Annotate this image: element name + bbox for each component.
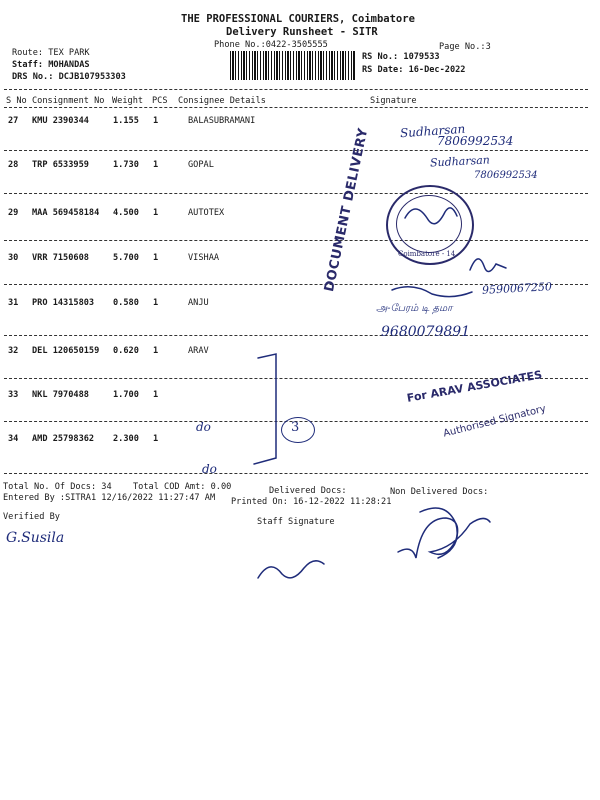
row-pcs: 1 — [153, 434, 159, 444]
row-weight: 0.620 — [113, 346, 139, 356]
delivered-docs: Delivered Docs: — [269, 486, 347, 496]
non-delivered-docs: Non Delivered Docs: — [390, 487, 489, 497]
row-sno: 28 — [8, 160, 19, 170]
row-sno: 27 — [8, 116, 19, 126]
row-consignment: NKL 7970488 — [32, 390, 89, 400]
row-sno: 31 — [8, 298, 19, 308]
signature-row27-phone: 7806992534 — [437, 134, 514, 148]
col-consignment: Consignment No — [32, 96, 105, 106]
signature-row28-phone: 7806992534 — [474, 170, 538, 181]
signature-row31-phone: 9590067250 — [481, 280, 553, 297]
row-consignee: GOPAL — [188, 160, 214, 170]
row-consignee: ANJU — [188, 298, 209, 308]
row-weight: 5.700 — [113, 253, 139, 263]
row31-scribble — [392, 287, 472, 297]
signature-row31-text: அ-பேரம் டி தமா — [376, 303, 453, 314]
col-weight: Weight — [112, 96, 144, 106]
runsheet-subtitle: Delivery Runsheet - SITR — [226, 26, 378, 38]
route: Route: TEX PARK — [12, 48, 90, 58]
total-cod: Total COD Amt: 0.00 — [133, 482, 232, 492]
row-consignment: AMD 25798362 — [32, 434, 95, 444]
row-consignment: TRP 6533959 — [32, 160, 89, 170]
round-stamp-text: Coimbatore - 14 — [398, 250, 456, 258]
row-consignee: ARAV — [188, 346, 209, 356]
row30-signature — [470, 259, 506, 272]
bracket-mark — [254, 354, 276, 464]
col-consignee: Consignee Details — [178, 96, 266, 106]
drs-number: DRS No.: DCJB107953303 — [12, 72, 126, 82]
col-sno: S No — [6, 96, 27, 106]
row-pcs: 1 — [153, 208, 159, 218]
row-pcs: 1 — [153, 160, 159, 170]
total-docs: Total No. Of Docs: 34 — [3, 482, 112, 492]
row-pcs: 1 — [153, 390, 159, 400]
row-weight: 1.730 — [113, 160, 139, 170]
ditto-mark-row33: do — [196, 420, 211, 434]
row-consignee: VISHAA — [188, 253, 220, 263]
row-pcs: 1 — [153, 298, 159, 308]
row-weight: 1.155 — [113, 116, 139, 126]
row-consignee: AUTOTEX — [188, 208, 225, 218]
row-sno: 29 — [8, 208, 19, 218]
row-consignment: MAA 569458184 — [32, 208, 100, 218]
row-pcs: 1 — [153, 253, 159, 263]
row-consignment: VRR 7150608 — [32, 253, 89, 263]
col-signature: Signature — [370, 96, 417, 106]
row29-scribble — [405, 208, 457, 224]
row-sno: 34 — [8, 434, 19, 444]
row-weight: 1.700 — [113, 390, 139, 400]
row-pcs: 1 — [153, 346, 159, 356]
row-consignee: BALASUBRAMANI — [188, 116, 256, 126]
row-sno: 32 — [8, 346, 19, 356]
col-pcs: PCS — [152, 96, 168, 106]
arav-stamp-signatory: Authorised Signatory — [442, 403, 548, 440]
entered-by: Entered By :SITRA1 12/16/2022 11:27:47 AM — [3, 493, 216, 503]
signature-row27-name: Sudharsan — [399, 121, 466, 141]
staff-signature-right — [398, 518, 490, 558]
row-weight: 4.500 — [113, 208, 139, 218]
company-title: THE PROFESSIONAL COURIERS, Coimbatore — [181, 13, 415, 25]
rs-date: RS Date: 16-Dec-2022 — [362, 65, 466, 75]
row-weight: 0.580 — [113, 298, 139, 308]
rs-number: RS No.: 1079533 — [362, 52, 440, 62]
signature-row32-phone: 9680079891 — [381, 324, 471, 340]
row-consignment: KMU 2390344 — [32, 116, 89, 126]
row-weight: 2.300 — [113, 434, 139, 444]
verified-by: Verified By — [3, 512, 60, 522]
staff: Staff: MOHANDAS — [12, 60, 90, 70]
row-pcs: 1 — [153, 116, 159, 126]
row-consignment: PRO 14315803 — [32, 298, 95, 308]
staff-signature-left — [258, 561, 324, 578]
printed-on: Printed On: 16-12-2022 11:28:21 — [231, 497, 392, 507]
page-number: Page No.:3 — [439, 42, 491, 52]
staff-signature-label: Staff Signature — [257, 517, 335, 527]
ditto-mark-row34: do — [202, 462, 217, 476]
circled-number-value: 3 — [291, 420, 300, 435]
arav-stamp-company: For ARAV ASSOCIATES — [405, 368, 544, 405]
row-sno: 30 — [8, 253, 19, 263]
verified-signature: G.Susila — [6, 530, 65, 546]
phone-number: Phone No.:0422-3505555 — [214, 40, 328, 50]
document-delivery-stamp: DOCUMENT DELIVERY — [322, 126, 372, 294]
signature-row28-name: Sudharsan — [429, 153, 491, 170]
row-consignment: DEL 120650159 — [32, 346, 100, 356]
row-sno: 33 — [8, 390, 19, 400]
